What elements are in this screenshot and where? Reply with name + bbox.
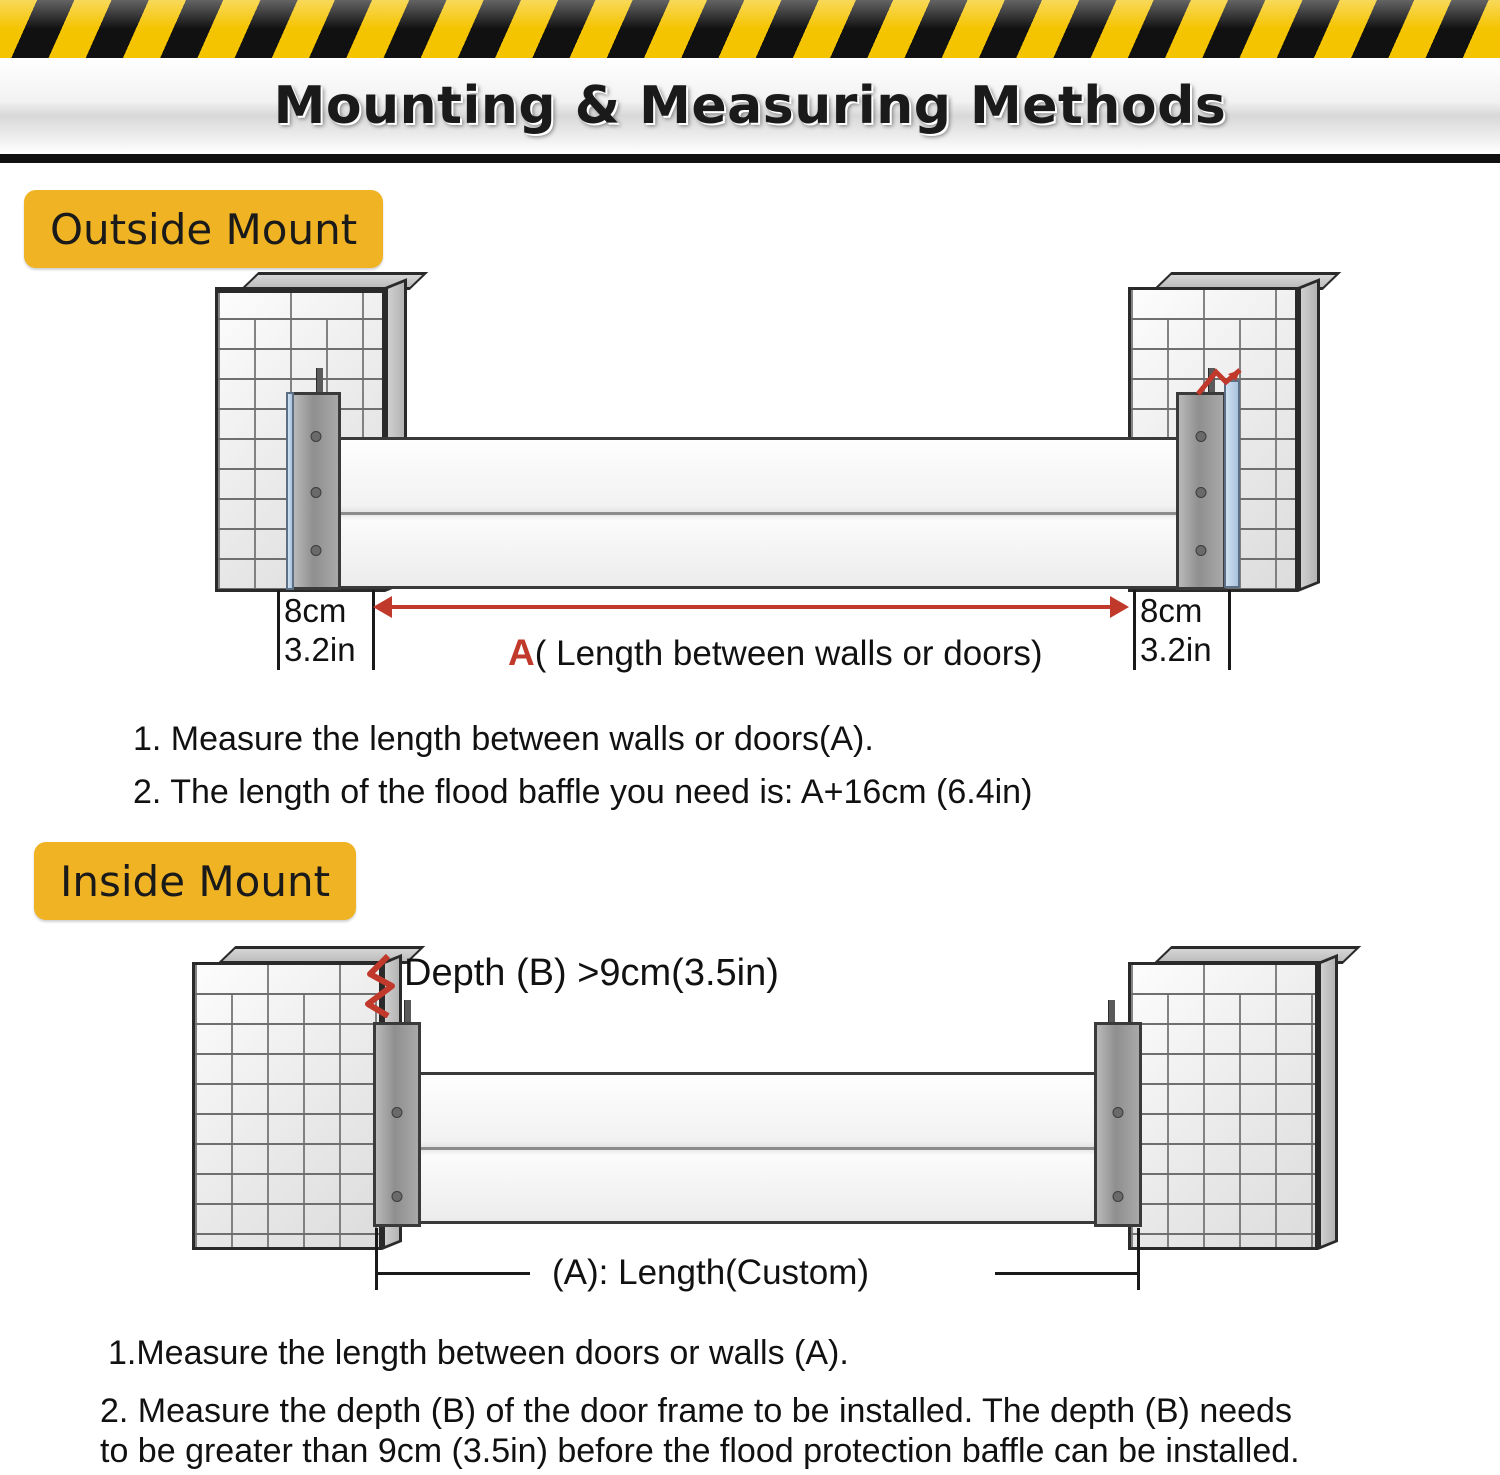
span-caption-text: ( Length between walls or doors) <box>534 634 1043 673</box>
dim-arrow-left-outside <box>373 596 392 618</box>
inside-note-2-line2: to be greater than 9cm (3.5in) before the flood protection baffle can be installed. <box>100 1432 1300 1470</box>
right-wall-pillar-inside <box>1128 962 1318 1250</box>
title-band <box>0 58 1500 163</box>
dim-line-left-inside <box>375 1272 530 1275</box>
bracket-screw <box>311 545 322 556</box>
dim-tick-left-inside <box>375 1228 378 1290</box>
inside-note-1: 1.Measure the length between doors or walls (A). <box>108 1334 849 1372</box>
length-caption-inside: (A): Length(Custom) <box>552 1253 870 1292</box>
right-pillar-side-face-inside <box>1318 954 1338 1250</box>
depth-value: 9cm(3.5in) <box>599 952 779 994</box>
left-mounting-bracket-outside <box>291 392 341 590</box>
hazard-stripe-gloss <box>0 0 1500 29</box>
flood-baffle-panel-inside <box>412 1072 1102 1224</box>
section-label-outside-mount <box>24 190 383 268</box>
outside-note-2: 2. The length of the flood baffle you need is: A+16cm (6.4in) <box>133 773 1033 811</box>
span-letter-a: A <box>508 632 535 673</box>
left-margin-cm: 8cm <box>284 592 347 629</box>
depth-label-text: Depth (B) <box>404 952 567 994</box>
bracket-screw <box>1196 431 1207 442</box>
right-margin-cm: 8cm <box>1140 592 1203 629</box>
dim-arrow-right-outside <box>1110 596 1129 618</box>
depth-operator: > <box>577 952 600 994</box>
left-mounting-bracket-inside <box>373 1022 421 1227</box>
flood-baffle-panel-outside <box>335 437 1180 589</box>
bracket-screw <box>392 1107 403 1118</box>
inside-note-3 <box>100 1432 1300 1471</box>
inside-note-2 <box>100 1392 1292 1431</box>
hazard-stripe-banner <box>0 0 1500 62</box>
right-pillar-side-face-outside <box>1298 278 1320 592</box>
depth-requirement-label <box>404 952 779 995</box>
dim-line-right-inside <box>995 1272 1137 1275</box>
right-margin-label-outside <box>1140 592 1212 670</box>
dim-tick-right-inside <box>1137 1228 1140 1290</box>
inside-note-2-line1: 2. Measure the depth (B) of the door frame to be installed. The depth (B) needs <box>100 1392 1292 1430</box>
outside-note-1: 1. Measure the length between walls or doors(A). <box>133 720 874 758</box>
right-mounting-bracket-outside <box>1176 392 1226 590</box>
brick-pattern <box>192 962 382 1250</box>
bracket-screw <box>392 1191 403 1202</box>
dim-tick-left-outer <box>277 590 280 670</box>
bracket-screw <box>311 431 322 442</box>
baffle-seam <box>338 512 1177 515</box>
dim-tick-right-outer <box>1228 590 1231 670</box>
section-label-inside-mount <box>34 842 356 920</box>
dim-tick-right-inner <box>1133 590 1136 670</box>
red-arrow-marker-outside <box>1196 368 1242 396</box>
section-label-inside-mount-text: Inside Mount <box>60 856 331 906</box>
bracket-screw <box>1196 487 1207 498</box>
left-margin-label-outside <box>284 592 356 670</box>
bracket-screw <box>1113 1107 1124 1118</box>
page-title: Mounting & Measuring Methods <box>273 76 1227 136</box>
section-label-outside-mount-text: Outside Mount <box>50 204 358 254</box>
right-mounting-bracket-inside <box>1094 1022 1142 1227</box>
dim-span-line-outside <box>392 605 1110 609</box>
left-wall-pillar-inside <box>192 962 382 1250</box>
bracket-screw <box>311 487 322 498</box>
left-margin-in: 3.2in <box>284 630 356 668</box>
bracket-screw <box>1113 1191 1124 1202</box>
brick-pattern <box>1128 962 1318 1250</box>
span-caption-outside <box>508 632 1043 674</box>
baffle-seam <box>415 1147 1099 1150</box>
right-margin-in: 3.2in <box>1140 630 1212 668</box>
bracket-screw <box>1196 545 1207 556</box>
left-seal-strip-outside <box>286 392 294 590</box>
right-seal-strip-outside <box>1224 380 1240 588</box>
